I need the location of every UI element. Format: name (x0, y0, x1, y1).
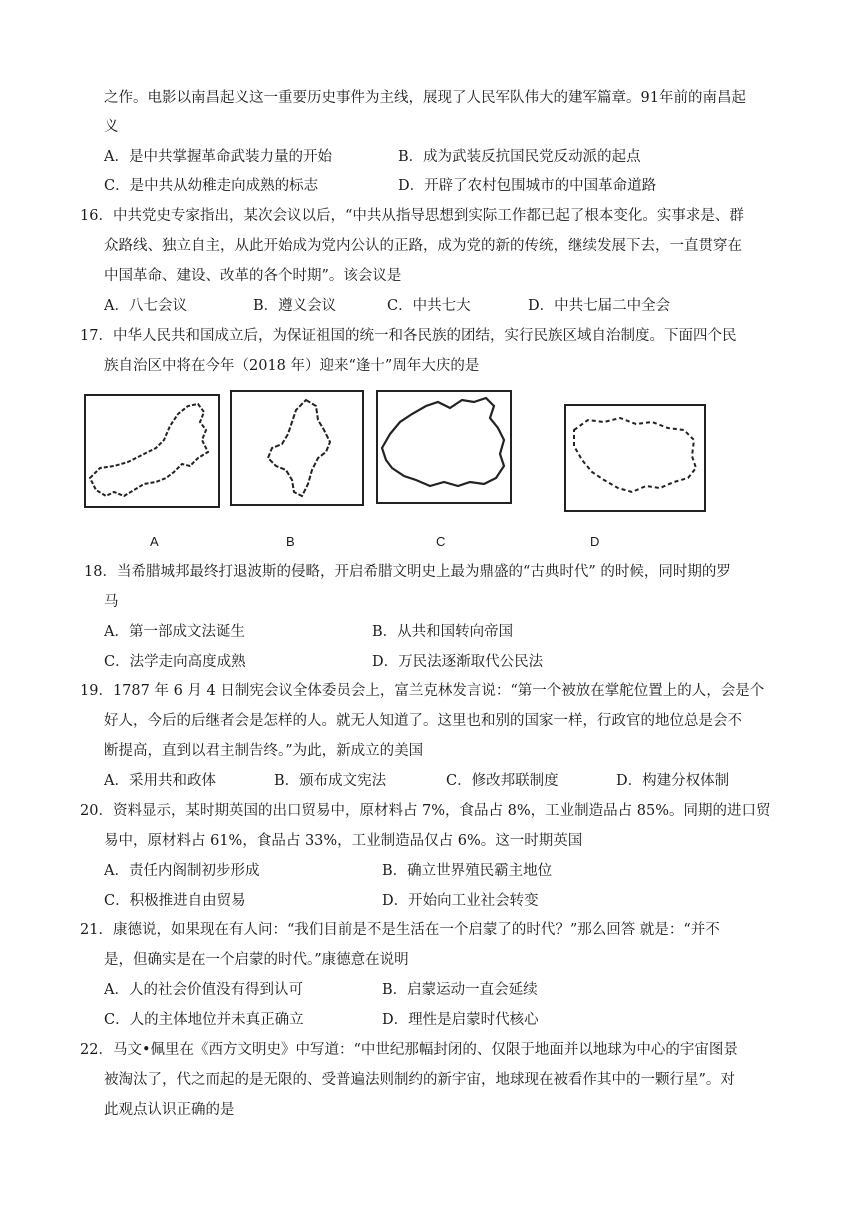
q21-option-a[interactable]: A．人的社会价值没有得到认可 (104, 982, 303, 998)
q15-option-a[interactable]: A．是中共掌握革命武装力量的开始 (104, 149, 332, 165)
map-d-outline (566, 406, 704, 510)
q20-option-a[interactable]: A．责任内阁制初步形成 (104, 863, 260, 879)
map-label-d: D (590, 534, 600, 549)
q19-option-d[interactable]: D．构建分权体制 (616, 773, 730, 789)
map-b-outline (232, 392, 362, 504)
q19-stem-line-2: 好人，今后的后继者会是怎样的人。就无人知道了。这里也和别的国家一样，行政官的地位总是会不 (104, 713, 742, 729)
q21-option-b[interactable]: B．启蒙运动一直会延续 (382, 982, 538, 998)
map-c-xinjiang[interactable] (376, 390, 512, 504)
q16-option-b[interactable]: B．遵义会议 (253, 298, 337, 314)
q16-stem-line-1: 16．中共党史专家指出，某次会议以后，“中共从指导思想到实际工作都已起了根本变化。实事求是、群 (80, 208, 744, 224)
q18-option-d[interactable]: D．万民法逐渐取代公民法 (372, 654, 544, 670)
q21-stem-line-2: 是，但确实是在一个启蒙的时代。”康德意在说明 (104, 952, 409, 968)
q19-stem-line-1: 19．1787 年 6 月 4 日制宪会议全体委员会上，富兰克林发言说：“第一个被放在掌舵位置上的人，会是个 (80, 683, 765, 699)
q19-option-a[interactable]: A．采用共和政体 (104, 773, 216, 789)
q17-stem-line-1: 17．中华人民共和国成立后，为保证祖国的统一和各民族的团结，实行民族区域自治制度。下面四个民 (80, 328, 737, 344)
q20-option-c[interactable]: C．积极推进自由贸易 (104, 893, 246, 909)
q17-stem-line-2: 族自治区中将在今年（2018 年）迎来“逢十”周年大庆的是 (104, 358, 480, 374)
map-a-inner-mongolia[interactable] (84, 394, 220, 508)
q15-option-b[interactable]: B．成为武装反抗国民党反动派的起点 (398, 149, 641, 165)
map-d-tibet[interactable] (564, 404, 706, 512)
q15-option-d[interactable]: D．开辟了农村包围城市的中国革命道路 (398, 178, 657, 194)
q16-option-c[interactable]: C．中共七大 (387, 298, 471, 314)
q19-option-b[interactable]: B．颁布成文宪法 (274, 773, 387, 789)
q18-option-a[interactable]: A．第一部成文法诞生 (104, 624, 245, 640)
map-label-a: A (150, 534, 159, 549)
map-b-ningxia[interactable] (230, 390, 364, 506)
q22-stem-line-1: 22．马文•佩里在《西方文明史》中写道：“中世纪那幅封闭的、仅限于地面并以地球为中心的宇宙图景 (80, 1042, 738, 1058)
q21-option-c[interactable]: C．人的主体地位并未真正确立 (104, 1012, 304, 1028)
map-label-b: B (286, 534, 295, 549)
q16-stem-line-3: 中国革命、建设、改革的各个时期”。该会议是 (104, 268, 402, 284)
q19-option-c[interactable]: C．修改邦联制度 (446, 773, 559, 789)
q18-stem-line-2: 马 (104, 594, 119, 610)
map-a-outline (86, 396, 218, 506)
q16-stem-line-2: 众路线、独立自主，从此开始成为党内公认的正路，成为党的新的传统，继续发展下去，一直贯穿在 (104, 238, 742, 254)
q20-stem-line-1: 20．资料显示，某时期英国的出口贸易中，原材料占 7%，食品占 8%，工业制造品占 85%。同期的进口贸 (80, 803, 771, 819)
q22-stem-line-3: 此观点认识正确的是 (104, 1102, 235, 1118)
q20-option-b[interactable]: B．确立世界殖民霸主地位 (382, 863, 553, 879)
q15-text-line-2: 义 (104, 119, 119, 135)
q21-stem-line-1: 21．康德说，如果现在有人问：“我们目前是不是生活在一个启蒙了的时代？”那么回答 就是：“并不 (80, 922, 720, 938)
q21-option-d[interactable]: D．理性是启蒙时代核心 (382, 1012, 539, 1028)
q19-stem-line-3: 断提高，直到以君主制告终。”为此，新成立的美国 (104, 743, 424, 759)
q16-option-a[interactable]: A．八七会议 (104, 298, 187, 314)
q18-option-c[interactable]: C．法学走向高度成熟 (104, 654, 246, 670)
q22-stem-line-2: 被淘汰了，代之而起的是无限的、受普遍法则制约的新宇宙，地球现在被看作其中的一颗行星”。对 (104, 1072, 735, 1088)
q20-stem-line-2: 易中，原材料占 61%，食品占 33%，工业制造品仅占 6%。这一时期英国 (104, 833, 583, 849)
q20-option-d[interactable]: D．开始向工业社会转变 (382, 893, 539, 909)
q15-text-line-1: 之作。电影以南昌起义这一重要历史事件为主线，展现了人民军队伟大的建军篇章。91年前的南昌起 (104, 90, 746, 106)
map-c-outline (378, 392, 510, 502)
map-label-c: C (436, 534, 446, 549)
q16-option-d[interactable]: D．中共七届二中全会 (528, 298, 671, 314)
q18-stem-line-1: 18．当希腊城邦最终打退波斯的侵略，开启希腊文明史上最为鼎盛的“古典时代” 的时候，同时期的罗 (84, 564, 731, 580)
q15-option-c[interactable]: C．是中共从幼稚走向成熟的标志 (104, 178, 319, 194)
q18-option-b[interactable]: B．从共和国转向帝国 (372, 624, 514, 640)
